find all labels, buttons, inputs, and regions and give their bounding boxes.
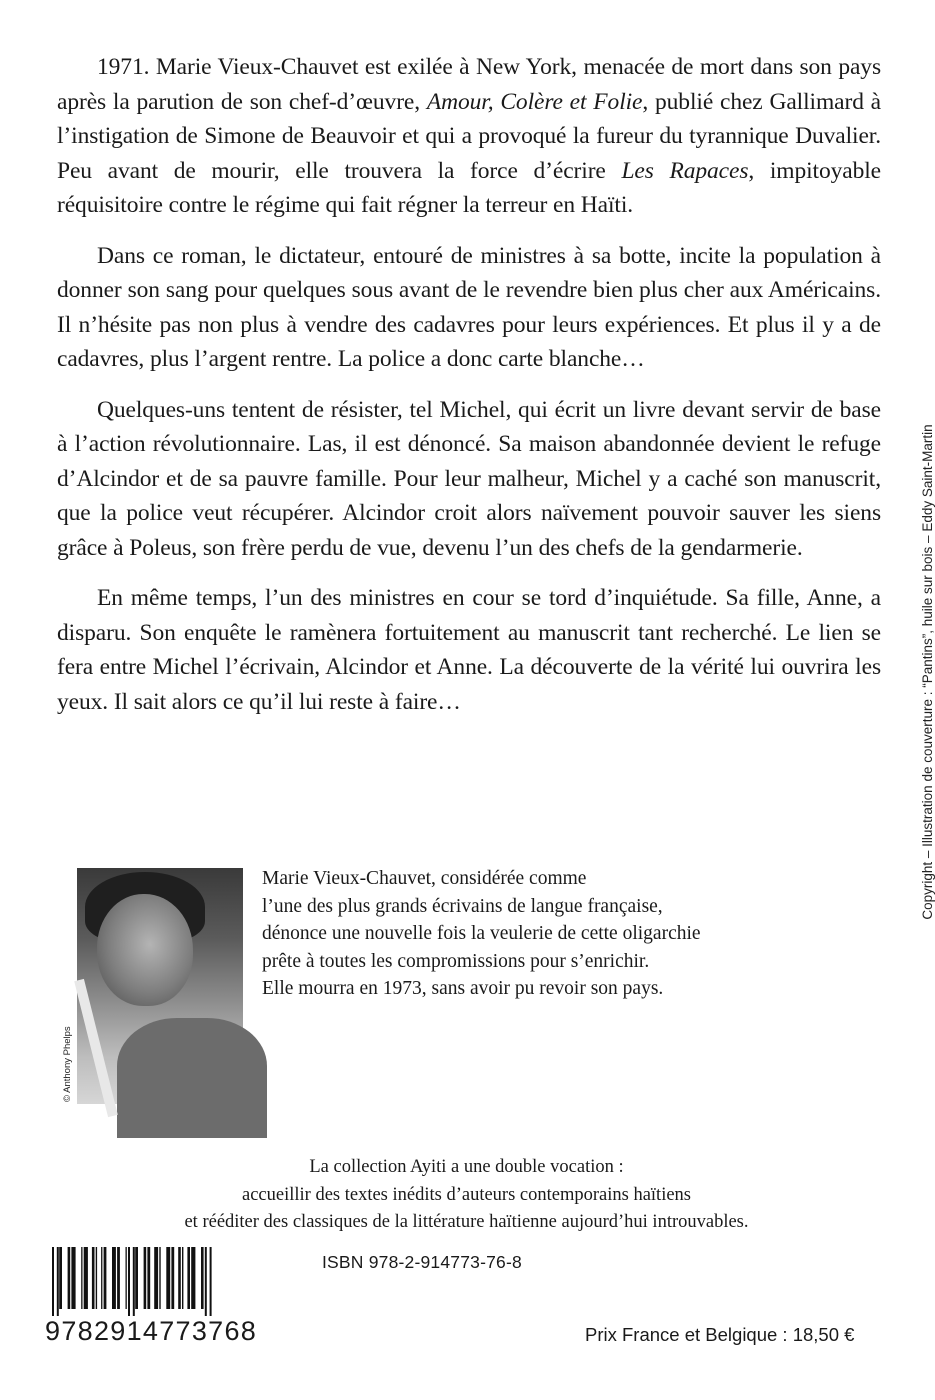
price: Prix France et Belgique : 18,50 € bbox=[585, 1324, 855, 1345]
barcode-bar bbox=[171, 1247, 174, 1309]
barcode-bars bbox=[44, 1247, 294, 1319]
collection-description bbox=[0, 1154, 933, 1237]
barcode-bar bbox=[117, 1247, 120, 1309]
synopsis bbox=[57, 50, 881, 719]
barcode-bar bbox=[68, 1247, 71, 1309]
barcode-bar bbox=[191, 1247, 195, 1309]
barcode-guard-bar bbox=[133, 1247, 135, 1319]
barcode-guard-bar bbox=[210, 1247, 212, 1319]
barcode-bar bbox=[182, 1247, 183, 1309]
book-title-amour: Amour, Colère et Folie bbox=[426, 88, 643, 115]
barcode-bar bbox=[92, 1247, 95, 1309]
collection-line: et rééditer des classiques de la littérature haïtienne aujourd’hui introuvables. bbox=[184, 1212, 749, 1232]
barcode-bar bbox=[144, 1247, 147, 1309]
barcode-bar bbox=[59, 1247, 62, 1309]
book-title-rapaces: Les Rapaces bbox=[621, 157, 749, 184]
bio-line: dénonce une nouvelle fois la veulerie de cette oligarchie bbox=[262, 923, 701, 944]
barcode-bar bbox=[112, 1247, 116, 1309]
barcode-number: 9782914773768 bbox=[45, 1316, 258, 1346]
barcode-guard-bar bbox=[205, 1247, 207, 1319]
bio-line: Marie Vieux-Chauvet, considérée comme bbox=[262, 868, 587, 889]
photo-body bbox=[117, 1018, 267, 1138]
bio-line: prête à toutes les compromissions pour s’enrichir. bbox=[262, 950, 650, 972]
barcode-bar bbox=[126, 1247, 127, 1309]
barcode-bar bbox=[201, 1247, 204, 1309]
photo-chair bbox=[74, 979, 118, 1117]
barcode-guard-bar bbox=[57, 1247, 59, 1319]
barcode-bar bbox=[147, 1247, 150, 1309]
barcode-bar bbox=[135, 1247, 138, 1309]
barcode-bar bbox=[178, 1247, 181, 1309]
author-bio bbox=[262, 865, 822, 1003]
barcode-bar bbox=[104, 1247, 107, 1309]
synopsis-paragraph-2: Dans ce roman, le dictateur, entouré de ministres à sa botte, incite la population à donner son sang pour quelques sous avant de le revendre bien plus cher aux Américains. Il n’hésite pas non plus à vendre des cadavres pour leurs expériences. Et plus il y a de cadavres, plus l’argent rentre. La police a donc carte blanche… bbox=[57, 242, 881, 372]
synopsis-paragraph-1 bbox=[57, 50, 881, 223]
synopsis-text: 1971. Marie Vieux-Chauvet est exilée à New York, menacée de mort dans son pays après la parution de son chef-d’œuvre, bbox=[57, 54, 881, 115]
barcode-bar bbox=[159, 1247, 160, 1309]
barcode-guard-bar bbox=[52, 1247, 54, 1319]
barcode-bar bbox=[154, 1247, 158, 1309]
barcode-guard-bar bbox=[128, 1247, 130, 1319]
cover-illustration-credit: Copyright – Illustration de couverture : “Pantins”, huile sur bois – Eddy Saint-Martin bbox=[920, 424, 935, 920]
collection-line: La collection Ayiti a une double vocation : bbox=[309, 1157, 624, 1177]
barcode-bar bbox=[166, 1247, 170, 1309]
photo-face bbox=[97, 894, 193, 1006]
barcode-bar bbox=[81, 1247, 82, 1309]
synopsis-text: , publié chez Gallimard à l’instigation de Simone de Beauvoir et qui a provoqué la fureur du tyrannique Duvalier. Peu avant de mourir, elle trouvera la force d’écrire bbox=[57, 88, 882, 184]
author-photo bbox=[77, 868, 243, 1104]
synopsis-paragraph-4: En même temps, l’un des ministres en cour se tord d’inquiétude. Sa fille, Anne, a disparu. Son enquête le ramènera fortuitement au manuscrit tant recherché. Le lien se fera entre Michel l’écrivain, Alcindor et Anne. La découverte de la vérité lui ouvrira les yeux. Il sait alors ce qu’il lui reste à faire… bbox=[57, 585, 881, 715]
barcode-bar bbox=[96, 1247, 97, 1309]
isbn: ISBN 978-2-914773-76-8 bbox=[322, 1252, 522, 1272]
bio-line: Elle mourra en 1973, sans avoir pu revoir son pays. bbox=[262, 978, 664, 999]
bio-line: l’une des plus grands écrivains de langue française, bbox=[262, 895, 663, 917]
synopsis-text: , impitoyable réquisitoire contre le régime qui fait régner la terreur en Haïti. bbox=[57, 157, 881, 218]
photo-credit: © Anthony Phelps bbox=[62, 1026, 73, 1102]
barcode-bar bbox=[84, 1247, 88, 1309]
barcode-bar bbox=[101, 1247, 102, 1309]
barcode-bar bbox=[187, 1247, 190, 1309]
collection-line: accueillir des textes inédits d’auteurs contemporains haïtiens bbox=[242, 1184, 691, 1205]
barcode-digits bbox=[44, 1316, 298, 1347]
barcode-bar bbox=[71, 1247, 75, 1309]
synopsis-paragraph-3: Quelques-uns tentent de résister, tel Michel, qui écrit un livre devant servir de base à l’action révolutionnaire. Las, il est dénoncé. Sa maison abandonnée devient le refuge d’Alcindor et de sa pauvre famille. Pour leur malheur, Michel y a caché son manuscrit, que la police veut récupérer. Alcindor croit alors naïvement pouvoir sauver les siens grâce à Poleus, son frère perdu de vue, devenu l’un des chefs de la gendarmerie. bbox=[57, 396, 881, 561]
